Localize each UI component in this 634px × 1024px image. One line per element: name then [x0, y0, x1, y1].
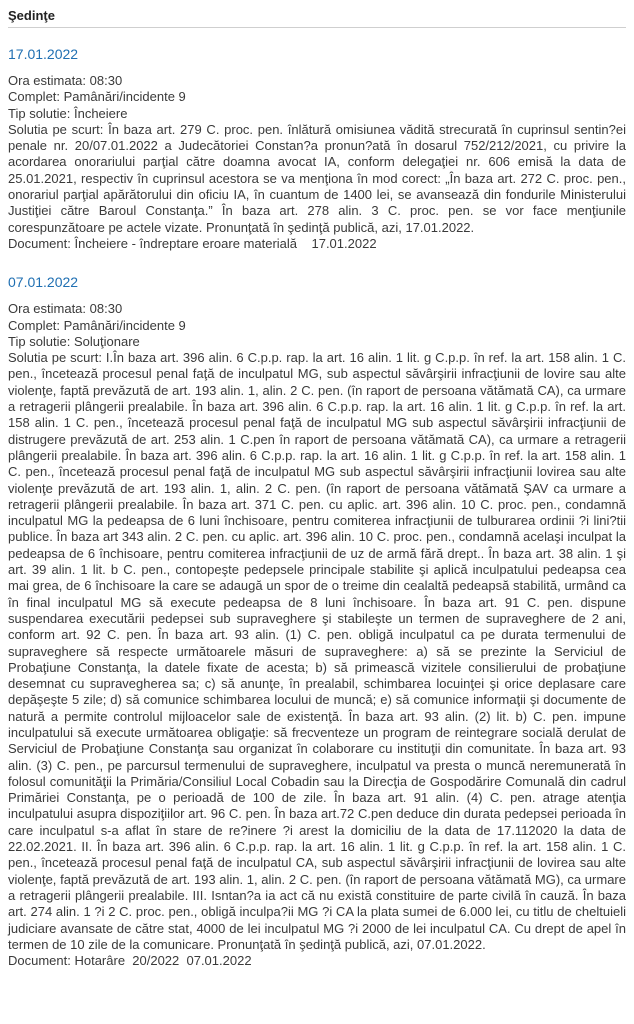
- document-info: Document: Hotarâre 20/2022 07.01.2022: [8, 953, 252, 969]
- solution-type: Tip solutie: Soluţionare: [8, 333, 140, 349]
- panel: Complet: Pamânări/incidente 9: [8, 89, 186, 105]
- solution-type: Tip solutie: Încheiere: [8, 105, 128, 121]
- session-item: [8, 274, 626, 969]
- session-item: [8, 46, 626, 252]
- estimated-time: Ora estimata: 08:30: [8, 301, 123, 317]
- session-date: 17.01.2022: [8, 46, 79, 62]
- solution-summary: Solutia pe scurt: I.În baza art. 396 alin. 6 C.p.p. rap. la art. 16 alin. 1 lit. g C.p.p. în ref. la art. 158 alin. 1 C. pen., încetează procesul penal faţă de inculpatul MG, sub aspectul săvârşirii infracţiunii de lovire sau alte violenţe, faptă prevăzută de art. 193 alin. 1, alin. 2 C. pen. (în raport de persoana vătămată CA), ca urmare a retragerii plângerii prealabile. În baza art. 396 alin. 6 C.p.p. rap. la art. 16 alin. 1 lit. g C.p.p. în ref. la art. 158 alin. 1 C. pen., încetează procesul penal faţă de inculpatul MG sub aspectul săvârşirii infracţiunii de distrugere prevăzută de art. 253 alin. 1 C.pen în raport de persoana vătămată CA), ca urmare a retragerii plângerii prealabile. În baza art. 396 alin. 6 C.p.p. rap. la art. 16 alin. 1 lit. g C.p.p. în ref. la art. 158 alin. 1 C. pen., încetează procesul penal faţă de inculpatul MG sub aspectul săvârşirii infracţiunii lovirea sau alte violenţe prevăzută de art. 193 alin. 1, alin. 2 C. pen. (în raport de persoana vătămată ŞAV ca urmare a retragerii plângerii prealabile. În baza art. 371 C. pen. cu aplic. art. 396 alin. 10 C. proc. pen., condamnă inculpatul MG la pedeapsa de 6 luni închisoare, pentru comiterea infracţiunii de tulburarea ordinii ?i lini?tii publice. În baza art 343 alin. 2 C. pen. cu aplic. art. 396 alin. 10 C. proc. pen., condamnă acelaşi inculpat la pedeapsa de 6 închisoare, pentru comiterea infracţiunii de uz de armă fără drept.. În baza art. 38 alin. 1 şi art. 39 alin. 1 lit. b C. pen., contopeşte pedepsele principale stabilite şi aplică inculpatului pedeapsa cea mai grea, de 6 închisoare la care se adaugă un spor de o treime din cealaltă pedeapsă stabilită, urmând ca în final inculpatul MG să execute pedeapsa de 8 luni închisoare. În baza art. 91 C. pen. dispune suspendarea executării pedepsei sub supraveghere şi stabileşte un termen de supraveghere de 2 ani, conform art. 92 C. pen. În baza art. 93 alin. (1) C. pen. obligă inculpatul ca pe durata termenului de supraveghere să respecte următoarele măsuri de supraveghere: a) să se prezinte la Serviciul de Probaţiune Constanţa, la datele fixate de acesta; b) să primească vizitele consilierului de probaţiune desemnat cu supravegherea sa; c) să anunţe, în prealabil, schimbarea locuinţei şi orice deplasare care depăşeşte 5 zile; d) să comunice schimbarea locului de muncă; e) să comunice informaţii şi documente de natură a permite controlul mijloacelor sale de existenţă. În baza art. 93 alin. (2) lit. b) C. pen. impune inculpatului să execute următoarea obligaţie: să frecventeze un program de reintegrare socială derulat de Serviciul de Probaţiune Constanţa sau organizat în colaborare cu instituţii din comunitate. În baza art. 93 alin. (3) C. pen., pe parcursul termenului de supraveghere, inculpatul va presta o muncă neremunerată în folosul comunităţii la Primăria/Consiliul Local Cobadin sau la Direcţia de Gospodărire Comunală din cadrul Primăriei Constanţa, pe o perioadă de 100 de zile. În baza art. 91 alin. (4) C. pen. atrage atenţia inculpatului asupra dispoziţiilor art. 96 C. pen. În baza art.72 C.pen deduce din durata pedepsei perioada în care inculpatul s-a aflat în stare de re?inere ?i arest la domiciliu de la data de 17.112020 la data de 22.02.2021. II. În baza art. 396 alin. 6 C.p.p. rap. la art. 16 alin. 1 lit. g C.p.p. în ref. la art. 158 alin. 1 C. pen., încetează procesul penal faţă de inculpatul CA, sub aspectul săvârşirii infracţiunii de lovirea sau alte violenţe, faptă prevăzută de art. 193 alin. 1, alin. 2 C. pen. (în raport de persoana vătămată MG), ca urmare a retragerii plângerii prealabile. III. Isntan?a ia act că nu există constituire de parte civilă în cauză. În baza art. 274 alin. 1 ?i 2 C. proc. pen., obligă inculpa?ii MG ?i CA la plata sumei de 6.000 lei, cu titlu de cheltuieli judiciare avansate de către stat, 4000 de lei inculpatul MG ?i 2000 de lei inculpatul CA. Cu drept de apel în termen de 10 zile de la comunicare. Pronunţată în şedinţă publică, azi, 07.01.2022.: [8, 350, 626, 952]
- solution-summary: Solutia pe scurt: În baza art. 279 C. proc. pen. înlătură omisiunea vădită strecurată în cuprinsul sentin?ei penale nr. 20/07.01.2022 a Judecătoriei Constan?a pronun?ată în dosarul 752/212/2021, cu privire la acordarea onorariului parţial către doamna avocat IA, conform delegaţiei nr. 606 emisă la data de 25.01.2021, respectiv în cuprinsul acestora se va menţiona în mod corect: „În baza art. 272 C. proc. pen., onorariul parţial apărătorului din oficiu IA, în cuantum de 1400 lei, se avansează din fondurile Ministerului Justiţiei către Baroul Constanţa.” În baza art. 278 alin. 3 C. proc. pen. se vor face menţiunile corespunzătoare pe actele vizate. Pronunţată în şedinţă publică, azi, 17.01.2022.: [8, 121, 626, 235]
- document-info: Document: Încheiere - îndreptare eroare materială 17.01.2022: [8, 235, 377, 251]
- panel: Complet: Pamânări/incidente 9: [8, 317, 186, 333]
- section-title: Şedinţe: [8, 8, 626, 28]
- session-date: 07.01.2022: [8, 274, 79, 291]
- estimated-time: Ora estimata: 08:30: [8, 73, 123, 88]
